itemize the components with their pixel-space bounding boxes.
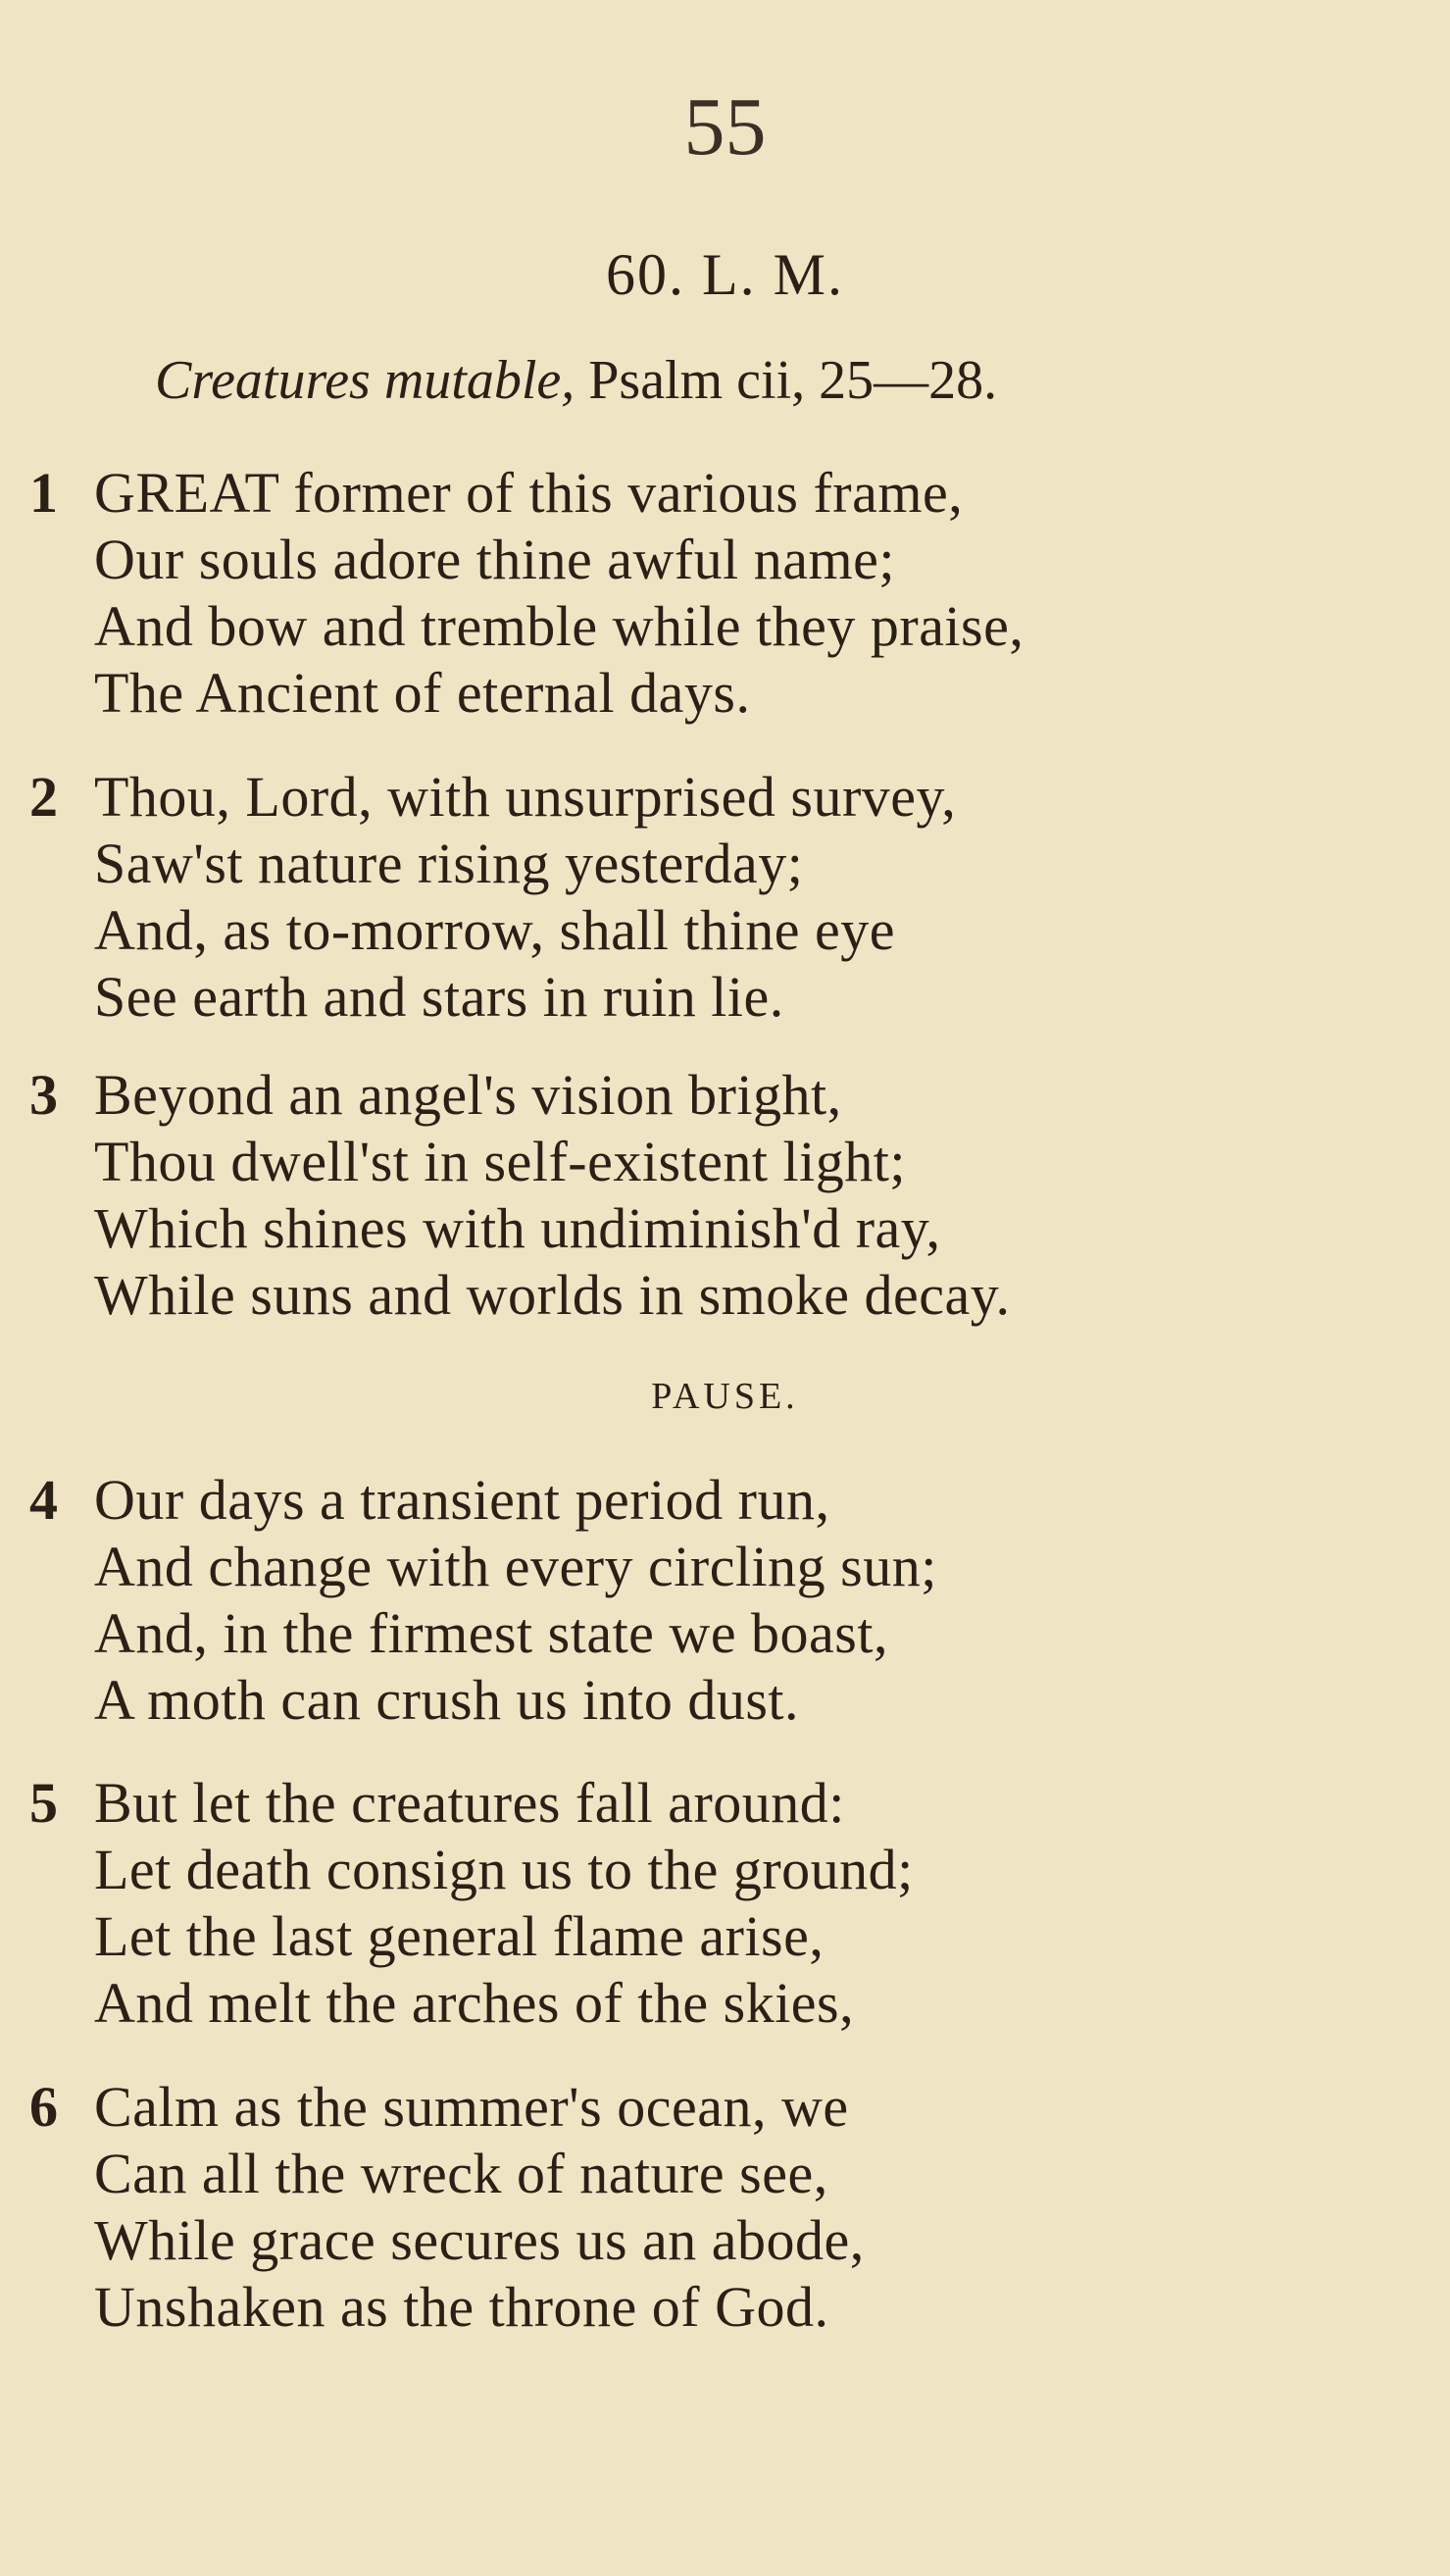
stanza-number: 4 — [29, 1468, 58, 1532]
hymn-number: 60. L. M. — [606, 242, 844, 307]
stanza-line: Saw'st nature rising yesterday; — [94, 832, 804, 895]
stanza-line: GREAT former of this various frame, — [94, 461, 964, 525]
stanza-line: While suns and worlds in smoke decay. — [94, 1263, 1011, 1327]
stanza-line: And melt the arches of the skies, — [94, 1971, 855, 2035]
stanza-line: A moth can crush us into dust. — [94, 1668, 800, 1732]
stanza-line: But let the creatures fall around: — [94, 1771, 845, 1835]
stanza-line: Which shines with undiminish'd ray, — [94, 1196, 941, 1260]
hymn-subtitle — [155, 350, 998, 411]
stanza-line: Thou, Lord, with unsurprised survey, — [94, 765, 957, 829]
stanza-line: And, in the firmest state we boast, — [94, 1601, 888, 1665]
stanza-line: See earth and stars in ruin lie. — [94, 965, 784, 1029]
stanza-line: Let death consign us to the ground; — [94, 1838, 914, 1901]
stanza-line: Unshaken as the throne of God. — [94, 2275, 829, 2339]
pause-label: PAUSE. — [651, 1376, 799, 1417]
stanza-line: Thou dwell'st in self-existent light; — [94, 1130, 906, 1193]
stanza-line: And, as to-morrow, shall thine eye — [94, 898, 895, 962]
stanza-number: 2 — [29, 765, 58, 829]
stanza-line: And bow and tremble while they praise, — [94, 594, 1025, 658]
stanza-line: Let the last general flame arise, — [94, 1904, 825, 1968]
stanza-line: And change with every circling sun; — [94, 1535, 937, 1598]
page-number: 55 — [683, 81, 767, 173]
stanza-line: Calm as the summer's ocean, we — [94, 2075, 849, 2139]
stanza-number: 1 — [29, 461, 58, 525]
stanza-line: While grace secures us an abode, — [94, 2208, 865, 2272]
stanza-line: Our days a transient period run, — [94, 1468, 830, 1532]
stanza-number: 5 — [29, 1771, 58, 1835]
stanza-line: Can all the wreck of nature see, — [94, 2142, 828, 2205]
stanza-line: Our souls adore thine awful name; — [94, 528, 896, 591]
stanza-number: 3 — [29, 1063, 58, 1127]
stanza-number: 6 — [29, 2075, 58, 2139]
subtitle-theme: Creatures mutable, — [155, 350, 575, 411]
stanza-line: Beyond an angel's vision bright, — [94, 1063, 842, 1127]
subtitle-reference: Psalm cii, 25—28. — [575, 350, 998, 411]
stanza-line: The Ancient of eternal days. — [94, 661, 751, 725]
